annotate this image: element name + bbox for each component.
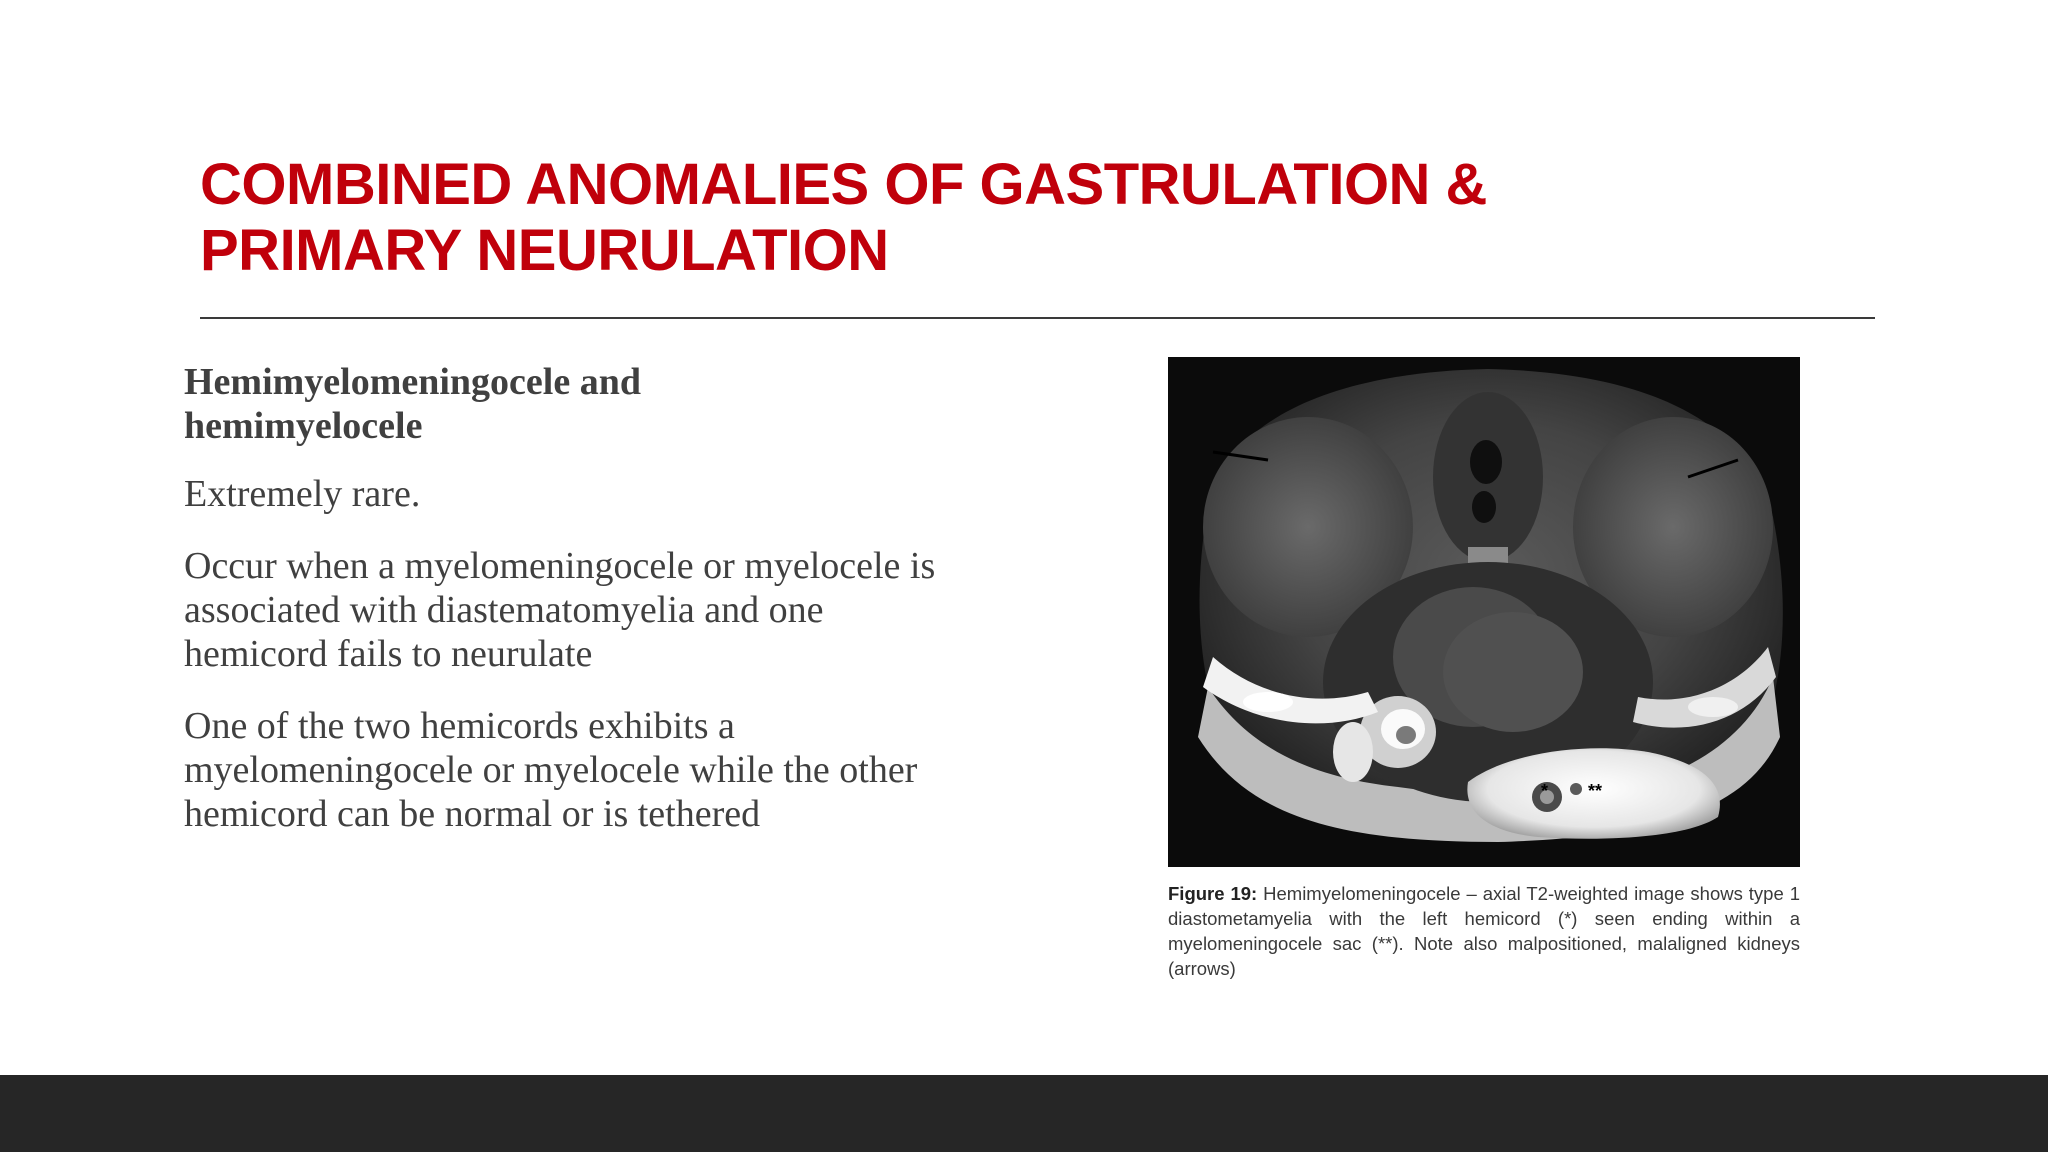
figure-caption	[1168, 881, 1800, 981]
mri-axial-image	[1168, 357, 1800, 867]
paragraph-hemicords: One of the two hemicords exhibits a myelomeningocele or myelocele while the other hemicord can be normal or is tethered	[184, 705, 918, 835]
hemicord-marker: *	[1541, 781, 1549, 801]
slide-title	[200, 152, 1700, 284]
subheading-line-2: hemimyelocele	[184, 405, 423, 447]
paragraph-occurrence: Occur when a myelomeningocele or myelocele is associated with diastematomyelia and one hemicord fails to neurulate	[184, 545, 936, 675]
body-text	[184, 360, 964, 864]
paragraph-rarity: Extremely rare.	[184, 473, 421, 515]
subheading-line-1: Hemimyelomeningocele and	[184, 361, 641, 403]
sac-marker: **	[1588, 781, 1603, 801]
caption-text: Hemimyelomeningocele – axial T2-weighted image shows type 1 diastometamyelia with the left hemicord (*) seen ending within a myelomeningocele sac (**). Note also malpositioned, malaligned kidneys (arrows)	[1168, 883, 1800, 979]
title-line-2: PRIMARY NEURULATION	[200, 218, 889, 283]
title-line-1: COMBINED ANOMALIES OF GASTRULATION &	[200, 152, 1487, 217]
subheading	[184, 360, 964, 448]
title-divider	[200, 317, 1875, 319]
footer-bar	[0, 1075, 2048, 1152]
caption-label: Figure 19:	[1168, 883, 1258, 904]
figure	[1168, 357, 1800, 981]
